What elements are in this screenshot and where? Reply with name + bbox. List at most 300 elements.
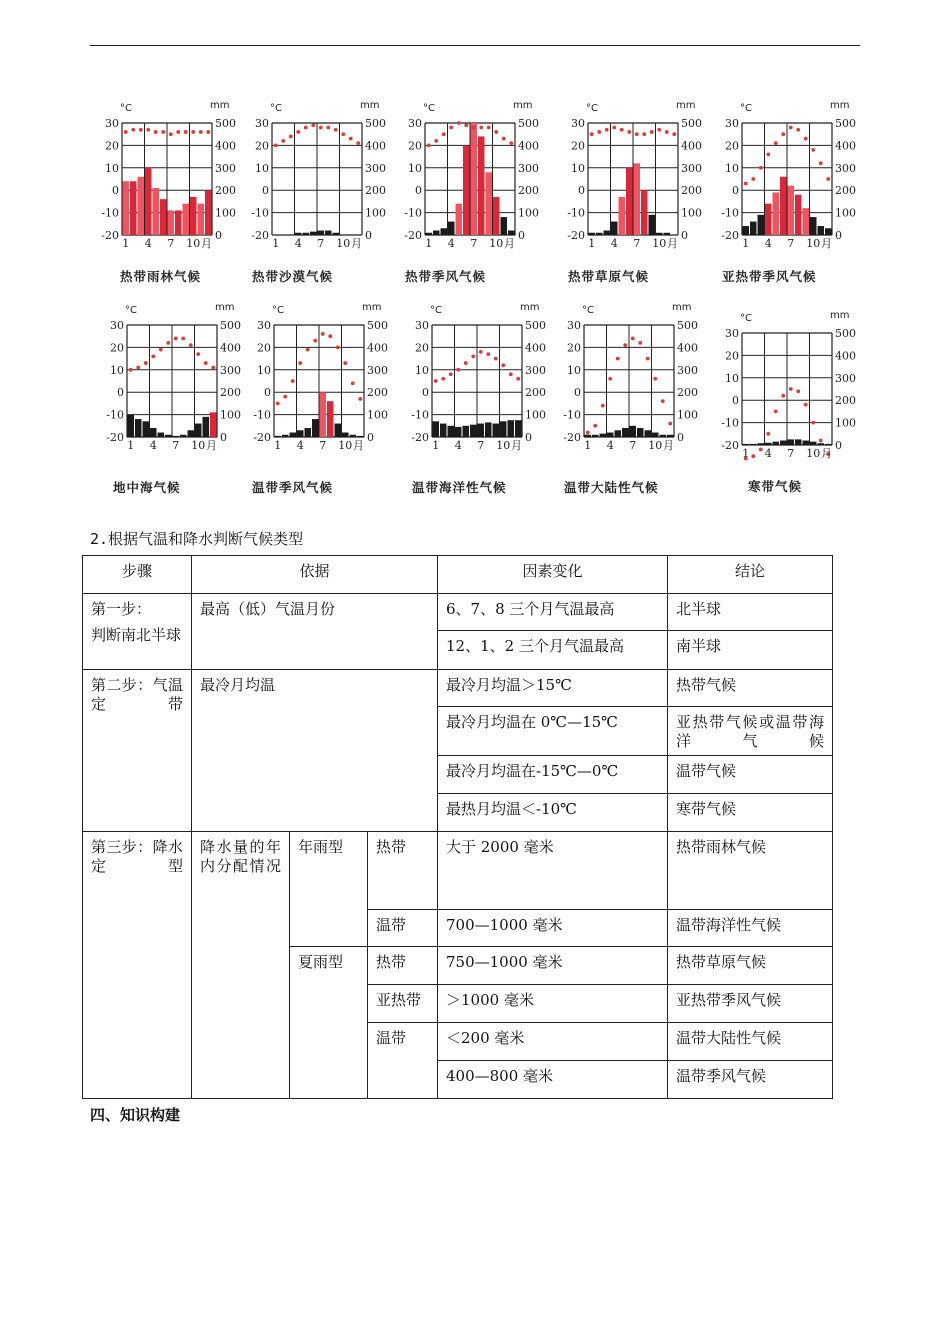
zone-cell: 温带 bbox=[368, 910, 438, 947]
conclusion-cell: 热带雨林气候 bbox=[668, 832, 833, 910]
month-tick-label: 1 bbox=[432, 439, 440, 452]
temp-point bbox=[819, 439, 823, 443]
precip-tick-label: 400 bbox=[681, 139, 702, 153]
temp-point bbox=[612, 126, 616, 130]
conclusion-cell: 亚热带季风气候 bbox=[668, 985, 833, 1023]
temp-tick-label: 0 bbox=[112, 184, 119, 198]
climate-chart bbox=[252, 297, 402, 497]
temp-point bbox=[601, 404, 605, 408]
temp-point bbox=[638, 341, 642, 345]
temp-point bbox=[774, 410, 778, 414]
precip-bar bbox=[596, 233, 603, 235]
month-tick-label: 10 bbox=[336, 237, 351, 250]
precip-bar bbox=[455, 427, 462, 437]
precip-tick-label: 100 bbox=[365, 206, 386, 220]
temp-point bbox=[336, 346, 340, 350]
temp-point bbox=[509, 141, 513, 145]
temp-point bbox=[819, 161, 823, 165]
step3-label: 第三步：降水定型 bbox=[91, 838, 183, 875]
temp-point bbox=[204, 361, 208, 365]
temp-point bbox=[826, 177, 830, 181]
month-tick-label: 7 bbox=[470, 237, 478, 250]
precip-tick-label: 0 bbox=[525, 431, 532, 444]
precip-tick-label: 0 bbox=[367, 431, 374, 444]
chart-title: 寒带气候 bbox=[748, 479, 803, 494]
precip-bar bbox=[153, 188, 160, 235]
temp-unit-label: °C bbox=[430, 305, 442, 316]
temp-tick-label: -20 bbox=[251, 229, 269, 242]
precip-bar bbox=[758, 443, 765, 445]
precip-tick-label: 100 bbox=[220, 408, 241, 422]
month-tick-label: 10 bbox=[489, 237, 504, 250]
precip-tick-label: 100 bbox=[681, 206, 702, 220]
rain-type-annual: 年雨型 bbox=[290, 832, 368, 947]
temp-tick-label: -10 bbox=[253, 408, 271, 422]
temp-tick-label: 10 bbox=[255, 161, 269, 175]
precip-bar bbox=[795, 195, 802, 235]
temp-point bbox=[154, 130, 158, 134]
temp-point bbox=[151, 354, 155, 358]
precip-bar bbox=[637, 428, 644, 437]
precip-bar bbox=[589, 233, 596, 235]
temp-tick-label: 20 bbox=[725, 349, 739, 363]
precip-tick-label: 100 bbox=[518, 206, 539, 220]
precip-bar bbox=[312, 419, 319, 437]
temp-point bbox=[657, 128, 661, 132]
month-tick-label: 1 bbox=[122, 237, 130, 250]
precip-tick-label: 200 bbox=[681, 184, 702, 198]
precip-bar bbox=[448, 222, 455, 235]
temp-point bbox=[442, 132, 446, 136]
temp-unit-label: °C bbox=[423, 103, 435, 114]
precip-bar bbox=[297, 430, 304, 437]
temp-point bbox=[351, 381, 355, 385]
temp-tick-label: 10 bbox=[257, 363, 271, 377]
temp-point bbox=[206, 130, 210, 134]
temp-tick-label: 10 bbox=[105, 161, 119, 175]
precip-bar bbox=[310, 232, 317, 235]
temp-point bbox=[759, 448, 763, 452]
precip-bar bbox=[758, 215, 765, 235]
temp-point bbox=[174, 337, 178, 341]
climate-chart bbox=[720, 305, 870, 505]
temp-point bbox=[313, 339, 317, 343]
month-tick-label: 4 bbox=[606, 439, 614, 452]
temp-point bbox=[334, 128, 338, 132]
temp-unit-label: °C bbox=[270, 103, 282, 114]
temp-tick-label: -10 bbox=[721, 206, 739, 220]
chart-svg bbox=[252, 297, 402, 467]
precip-bar bbox=[470, 425, 477, 437]
factor-cell: 12、1、2 三个月气温最高 bbox=[438, 631, 668, 670]
precip-tick-label: 200 bbox=[835, 184, 856, 198]
step1-basis: 最高（低）气温月份 bbox=[192, 594, 438, 670]
temp-point bbox=[605, 128, 609, 132]
precip-bar bbox=[342, 433, 349, 437]
temp-point bbox=[136, 366, 140, 370]
precip-unit-label: mm bbox=[210, 100, 230, 111]
month-tick-label: 4 bbox=[764, 447, 772, 460]
month-tick-label: 1 bbox=[584, 439, 592, 452]
header-conclusion: 结论 bbox=[668, 556, 833, 594]
month-tick-label: 4 bbox=[296, 439, 304, 452]
temp-tick-label: 30 bbox=[105, 117, 119, 130]
temp-point bbox=[124, 130, 128, 134]
chart-svg bbox=[720, 305, 870, 475]
factor-cell: 最热月均温＜-10℃ bbox=[438, 794, 668, 832]
step2-basis: 最冷月均温 bbox=[192, 670, 438, 832]
temp-point bbox=[199, 130, 203, 134]
temp-tick-label: 20 bbox=[110, 341, 124, 355]
chart-svg bbox=[566, 95, 716, 265]
temp-point bbox=[296, 130, 300, 134]
precip-unit-label: mm bbox=[520, 302, 540, 313]
step1-label: 第一步： bbox=[91, 600, 152, 618]
precip-tick-label: 0 bbox=[835, 439, 842, 452]
climate-chart bbox=[105, 297, 255, 497]
precip-bar bbox=[282, 435, 289, 437]
climate-charts bbox=[0, 0, 950, 520]
temp-point bbox=[449, 372, 453, 376]
table-row bbox=[83, 670, 833, 707]
month-tick-label: 7 bbox=[787, 447, 795, 460]
precip-bar bbox=[825, 444, 832, 445]
precip-tick-label: 200 bbox=[367, 386, 388, 400]
temp-point bbox=[321, 332, 325, 336]
precip-bar bbox=[493, 197, 500, 235]
temp-point bbox=[661, 399, 665, 403]
precip-bar bbox=[433, 231, 440, 235]
precip-bar bbox=[320, 392, 327, 437]
month-tick-label: 10 bbox=[648, 439, 663, 452]
precip-tick-label: 0 bbox=[681, 229, 688, 242]
temp-point bbox=[191, 130, 195, 134]
temp-point bbox=[356, 141, 360, 145]
precip-tick-label: 500 bbox=[525, 319, 546, 332]
temp-tick-label: 10 bbox=[725, 371, 739, 385]
month-tick-label: 4 bbox=[764, 237, 772, 250]
chart-svg bbox=[403, 95, 553, 265]
precip-bar bbox=[130, 181, 137, 235]
month-tick-label: 4 bbox=[144, 237, 152, 250]
temp-point bbox=[283, 395, 287, 399]
temp-tick-label: 20 bbox=[257, 341, 271, 355]
temp-tick-label: 0 bbox=[578, 184, 585, 198]
temp-tick-label: 20 bbox=[408, 139, 422, 153]
precip-bar bbox=[743, 444, 750, 445]
temp-point bbox=[586, 431, 590, 435]
precip-bar bbox=[143, 421, 150, 437]
precip-bar bbox=[660, 435, 667, 437]
precip-bar bbox=[743, 226, 750, 235]
temp-point bbox=[449, 126, 453, 130]
precip-bar bbox=[765, 204, 772, 235]
temp-point bbox=[804, 403, 808, 407]
chart-title: 热带沙漠气候 bbox=[252, 269, 334, 284]
factor-cell: 最冷月均温＞15℃ bbox=[438, 670, 668, 707]
temp-tick-label: -10 bbox=[563, 408, 581, 422]
temp-tick-label: 20 bbox=[255, 139, 269, 153]
temp-tick-label: 20 bbox=[725, 139, 739, 153]
climate-chart bbox=[720, 95, 870, 295]
temp-tick-label: -10 bbox=[411, 408, 429, 422]
precip-tick-label: 0 bbox=[835, 229, 842, 242]
precip-tick-label: 300 bbox=[215, 161, 236, 175]
temp-point bbox=[129, 368, 133, 372]
precip-bar bbox=[773, 192, 780, 235]
temp-tick-label: 10 bbox=[725, 161, 739, 175]
precip-bar bbox=[333, 233, 340, 235]
temp-tick-label: 20 bbox=[567, 341, 581, 355]
temp-point bbox=[597, 130, 601, 134]
precip-bar bbox=[357, 436, 364, 437]
month-tick-label: 10 bbox=[496, 439, 511, 452]
precip-tick-label: 400 bbox=[365, 139, 386, 153]
temp-point bbox=[343, 361, 347, 365]
month-label: 月 bbox=[821, 447, 832, 460]
step3-basis bbox=[192, 832, 290, 1099]
temp-tick-label: -20 bbox=[721, 439, 739, 452]
month-label: 月 bbox=[511, 439, 522, 452]
step1-cell bbox=[83, 594, 192, 670]
precip-tick-label: 300 bbox=[367, 363, 388, 377]
conclusion-cell bbox=[668, 707, 833, 756]
precip-bar bbox=[138, 177, 145, 235]
climate-judgement-table bbox=[82, 555, 833, 1099]
temp-unit-label: °C bbox=[582, 305, 594, 316]
conclusion-cell: 北半球 bbox=[668, 594, 833, 631]
chart-title: 热带草原气候 bbox=[568, 269, 650, 284]
temp-point bbox=[457, 121, 461, 125]
month-tick-label: 10 bbox=[652, 237, 667, 250]
precip-tick-label: 500 bbox=[215, 117, 236, 130]
temp-point bbox=[811, 421, 815, 425]
temp-point bbox=[169, 132, 173, 136]
conclusion-cell: 热带草原气候 bbox=[668, 947, 833, 985]
header-factor: 因素变化 bbox=[438, 556, 668, 594]
precip-bar bbox=[325, 231, 332, 235]
climate-chart bbox=[100, 95, 250, 295]
precip-bar bbox=[350, 435, 357, 437]
precip-bar bbox=[295, 233, 302, 235]
precip-bar bbox=[203, 417, 210, 437]
precip-bar bbox=[500, 421, 507, 437]
precip-bar bbox=[205, 190, 212, 235]
temp-tick-label: 30 bbox=[255, 117, 269, 130]
precip-tick-label: 200 bbox=[835, 394, 856, 408]
precip-bar bbox=[303, 233, 310, 235]
temp-tick-label: -10 bbox=[101, 206, 119, 220]
month-tick-label: 4 bbox=[149, 439, 157, 452]
month-tick-label: 10 bbox=[338, 439, 353, 452]
chart-title: 热带雨林气候 bbox=[120, 269, 202, 284]
precip-tick-label: 0 bbox=[365, 229, 372, 242]
month-label: 月 bbox=[206, 439, 217, 452]
month-tick-label: 4 bbox=[294, 237, 302, 250]
temp-point bbox=[494, 357, 498, 361]
table-row bbox=[83, 594, 833, 631]
step2-label: 第二步：气温定带 bbox=[91, 676, 183, 713]
precip-bar bbox=[463, 426, 470, 437]
precip-bar bbox=[135, 419, 142, 437]
chart-svg bbox=[250, 95, 400, 265]
temp-point bbox=[789, 126, 793, 130]
temp-tick-label: 20 bbox=[571, 139, 585, 153]
precip-bar bbox=[210, 412, 217, 437]
month-tick-label: 7 bbox=[167, 237, 175, 250]
chart-title: 温带海洋性气候 bbox=[412, 480, 507, 495]
temp-point bbox=[456, 368, 460, 372]
precip-tick-label: 200 bbox=[215, 184, 236, 198]
precip-bar bbox=[190, 197, 197, 235]
precip-bar bbox=[649, 215, 656, 235]
temp-point bbox=[486, 352, 490, 356]
month-tick-label: 7 bbox=[629, 439, 637, 452]
precip-bar bbox=[664, 233, 671, 235]
precip-bar bbox=[619, 197, 626, 235]
temp-tick-label: 0 bbox=[422, 386, 429, 400]
precip-bar bbox=[750, 444, 757, 445]
precip-bar bbox=[803, 441, 810, 445]
month-tick-label: 7 bbox=[787, 237, 795, 250]
temp-point bbox=[774, 141, 778, 145]
month-tick-label: 1 bbox=[588, 237, 596, 250]
factor-cell: 大于 2000 毫米 bbox=[438, 832, 668, 910]
conclusion-cell: 温带海洋性气候 bbox=[668, 910, 833, 947]
precip-tick-label: 100 bbox=[525, 408, 546, 422]
temp-point bbox=[159, 348, 163, 352]
table-header-row bbox=[83, 556, 833, 594]
precip-tick-label: 0 bbox=[220, 431, 227, 444]
month-tick-label: 1 bbox=[272, 237, 280, 250]
temp-point bbox=[744, 182, 748, 186]
temp-point bbox=[796, 389, 800, 393]
precip-bar bbox=[180, 435, 187, 437]
precip-tick-label: 200 bbox=[365, 184, 386, 198]
temp-point bbox=[616, 357, 620, 361]
precip-tick-label: 300 bbox=[835, 161, 856, 175]
temp-point bbox=[487, 126, 491, 130]
temp-point bbox=[434, 139, 438, 143]
climate-chart bbox=[566, 95, 716, 295]
factor-cell: 400—800 毫米 bbox=[438, 1061, 668, 1099]
precip-bar bbox=[780, 177, 787, 235]
temp-point bbox=[139, 128, 143, 132]
precip-tick-label: 300 bbox=[525, 363, 546, 377]
precip-unit-label: mm bbox=[360, 100, 380, 111]
temp-point bbox=[635, 132, 639, 136]
precip-tick-label: 100 bbox=[367, 408, 388, 422]
precip-tick-label: 300 bbox=[835, 371, 856, 385]
chart-svg bbox=[410, 297, 560, 467]
conclusion-cell: 温带大陆性气候 bbox=[668, 1023, 833, 1061]
temp-point bbox=[441, 377, 445, 381]
precip-bar bbox=[493, 424, 500, 437]
precip-bar bbox=[426, 233, 433, 235]
climate-chart bbox=[562, 297, 712, 497]
precip-bar bbox=[150, 428, 157, 437]
precip-tick-label: 400 bbox=[835, 349, 856, 363]
temp-point bbox=[471, 354, 475, 358]
precip-unit-label: mm bbox=[672, 302, 692, 313]
temp-tick-label: -10 bbox=[721, 416, 739, 430]
month-label: 月 bbox=[663, 439, 674, 452]
precip-bar bbox=[318, 231, 325, 235]
month-tick-label: 7 bbox=[172, 439, 180, 452]
month-tick-label: 7 bbox=[317, 237, 325, 250]
precip-bar bbox=[195, 424, 202, 437]
precip-bar bbox=[433, 421, 440, 437]
temp-point bbox=[759, 166, 763, 170]
temp-point bbox=[281, 139, 285, 143]
precip-bar bbox=[818, 226, 825, 235]
precip-bar bbox=[183, 204, 190, 235]
precip-bar bbox=[463, 145, 470, 235]
temp-tick-label: -20 bbox=[253, 431, 271, 444]
chart-title: 热带季风气候 bbox=[405, 269, 487, 284]
temp-point bbox=[166, 341, 170, 345]
temp-unit-label: °C bbox=[120, 103, 132, 114]
section-title: 2.根据气温和降水判断气候类型 bbox=[90, 530, 304, 548]
precip-tick-label: 100 bbox=[677, 408, 698, 422]
precip-unit-label: mm bbox=[830, 100, 850, 111]
temp-point bbox=[650, 130, 654, 134]
precip-tick-label: 300 bbox=[677, 363, 698, 377]
temp-point bbox=[789, 387, 793, 391]
precip-bar bbox=[160, 199, 167, 235]
month-tick-label: 1 bbox=[742, 237, 750, 250]
precip-tick-label: 300 bbox=[518, 161, 539, 175]
temp-tick-label: 0 bbox=[264, 386, 271, 400]
precip-bar bbox=[615, 430, 622, 437]
temp-tick-label: 0 bbox=[262, 184, 269, 198]
temp-point bbox=[274, 144, 278, 148]
precip-tick-label: 500 bbox=[835, 117, 856, 130]
precip-tick-label: 400 bbox=[220, 341, 241, 355]
temp-point bbox=[326, 126, 330, 130]
precip-tick-label: 100 bbox=[835, 206, 856, 220]
conclusion-cell: 南半球 bbox=[668, 631, 833, 670]
chart-title: 地中海气候 bbox=[113, 480, 181, 495]
factor-cell: ＞1000 毫米 bbox=[438, 985, 668, 1023]
temp-point bbox=[341, 132, 345, 136]
temp-tick-label: -10 bbox=[404, 206, 422, 220]
temp-point bbox=[298, 361, 302, 365]
step3-cell bbox=[83, 832, 192, 1099]
temp-point bbox=[623, 343, 627, 347]
temp-point bbox=[593, 424, 597, 428]
month-tick-label: 1 bbox=[425, 237, 433, 250]
precip-tick-label: 200 bbox=[677, 386, 698, 400]
precip-bar bbox=[750, 222, 757, 235]
temp-tick-label: 0 bbox=[117, 386, 124, 400]
temp-point bbox=[766, 432, 770, 436]
precip-bar bbox=[622, 428, 629, 437]
precip-bar bbox=[335, 424, 342, 437]
temp-tick-label: -10 bbox=[251, 206, 269, 220]
precip-bar bbox=[173, 436, 180, 437]
precip-bar bbox=[440, 424, 447, 437]
temp-tick-label: 0 bbox=[732, 394, 739, 408]
factor-cell: 最冷月均温在 0℃—15℃ bbox=[438, 707, 668, 756]
temp-point bbox=[358, 397, 362, 401]
factor-cell: 最冷月均温在-15℃—0℃ bbox=[438, 756, 668, 794]
temp-point bbox=[464, 361, 468, 365]
temp-point bbox=[131, 128, 135, 132]
temp-tick-label: 30 bbox=[725, 117, 739, 130]
temp-tick-label: 0 bbox=[415, 184, 422, 198]
precip-tick-label: 400 bbox=[525, 341, 546, 355]
